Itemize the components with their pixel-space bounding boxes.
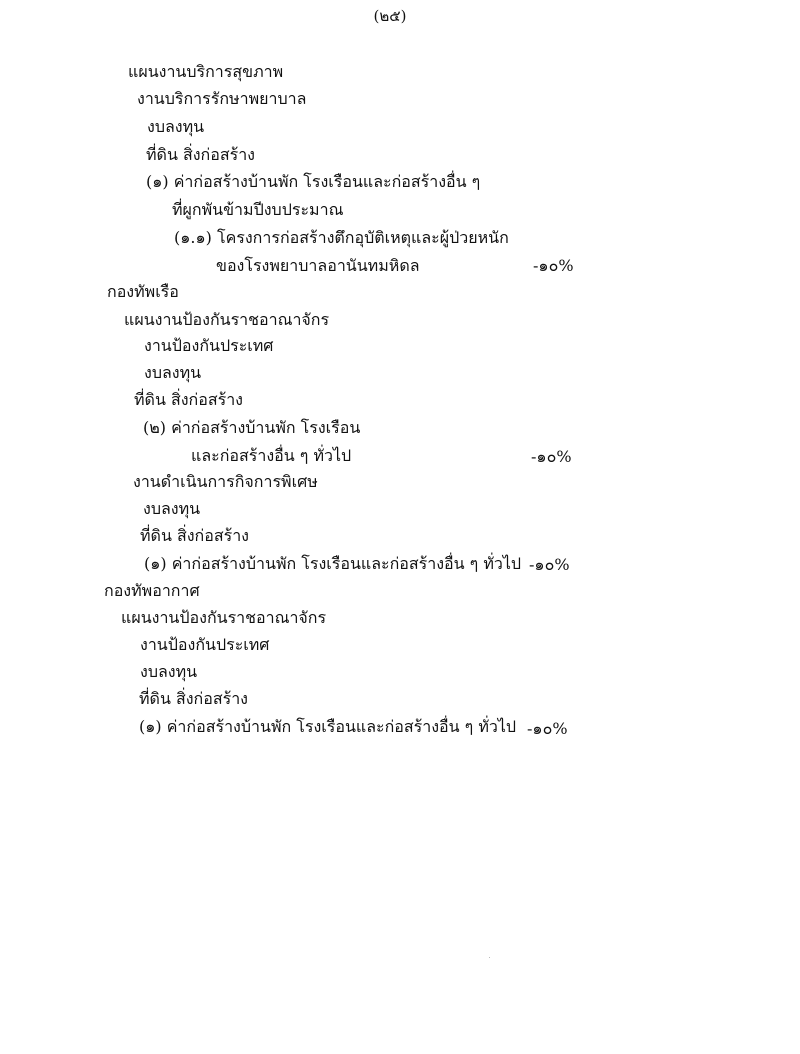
percent-change-value: -๑๐% <box>533 256 574 275</box>
work-medical-care: งานบริการรักษาพยาบาล <box>137 89 307 108</box>
work-country-defense: งานป้องกันประเทศ <box>140 635 270 654</box>
percent-change-value: -๑๐% <box>529 555 570 574</box>
land-buildings: ที่ดิน สิ่งก่อสร้าง <box>134 390 243 409</box>
budget-investment: งบลงทุน <box>144 363 202 382</box>
budget-investment: งบลงทุน <box>147 117 205 136</box>
program-health-services: แผนงานบริการสุขภาพ <box>128 62 284 81</box>
land-buildings: ที่ดิน สิ่งก่อสร้าง <box>146 145 255 164</box>
item-construction-housing-general: (๑) ค่าก่อสร้างบ้านพัก โรงเรือนและก่อสร้างอื่น ๆ ทั่วไป <box>139 717 517 736</box>
land-buildings: ที่ดิน สิ่งก่อสร้าง <box>139 689 248 708</box>
agency-royal-thai-air-force: กองทัพอากาศ <box>104 581 200 600</box>
item-ananda-hospital: ของโรงพยาบาลอานันทมหิดล <box>216 256 420 275</box>
scan-speck <box>489 957 490 958</box>
work-special-operations: งานดำเนินการกิจการพิเศษ <box>133 472 318 491</box>
work-country-defense: งานป้องกันประเทศ <box>144 336 274 355</box>
page-number: (๒๕) <box>373 7 407 25</box>
percent-change-value: -๑๐% <box>531 447 572 466</box>
item-construction-housing: (๒) ค่าก่อสร้างบ้านพัก โรงเรือน <box>143 418 361 437</box>
item-construction-housing: (๑) ค่าก่อสร้างบ้านพัก โรงเรือนและก่อสร้างอื่น ๆ <box>146 172 481 191</box>
item-other-construction-general: และก่อสร้างอื่น ๆ ทั่วไป <box>191 446 352 465</box>
item-multiyear-obligation: ที่ผูกพันข้ามปีงบประมาณ <box>172 200 344 219</box>
land-buildings: ที่ดิน สิ่งก่อสร้าง <box>140 526 249 545</box>
program-national-defense: แผนงานป้องกันราชอาณาจักร <box>121 608 327 627</box>
program-national-defense: แผนงานป้องกันราชอาณาจักร <box>124 310 330 329</box>
percent-change-value: -๑๐% <box>527 719 568 738</box>
budget-investment: งบลงทุน <box>143 499 201 518</box>
budget-investment: งบลงทุน <box>140 662 198 681</box>
item-construction-housing-general: (๑) ค่าก่อสร้างบ้านพัก โรงเรือนและก่อสร้างอื่น ๆ ทั่วไป <box>144 554 522 573</box>
agency-royal-thai-navy: กองทัพเรือ <box>107 282 179 301</box>
item-accident-building-project: (๑.๑) โครงการก่อสร้างตึกอุบัติเหตุและผู้ป่วยหนัก <box>174 228 509 247</box>
